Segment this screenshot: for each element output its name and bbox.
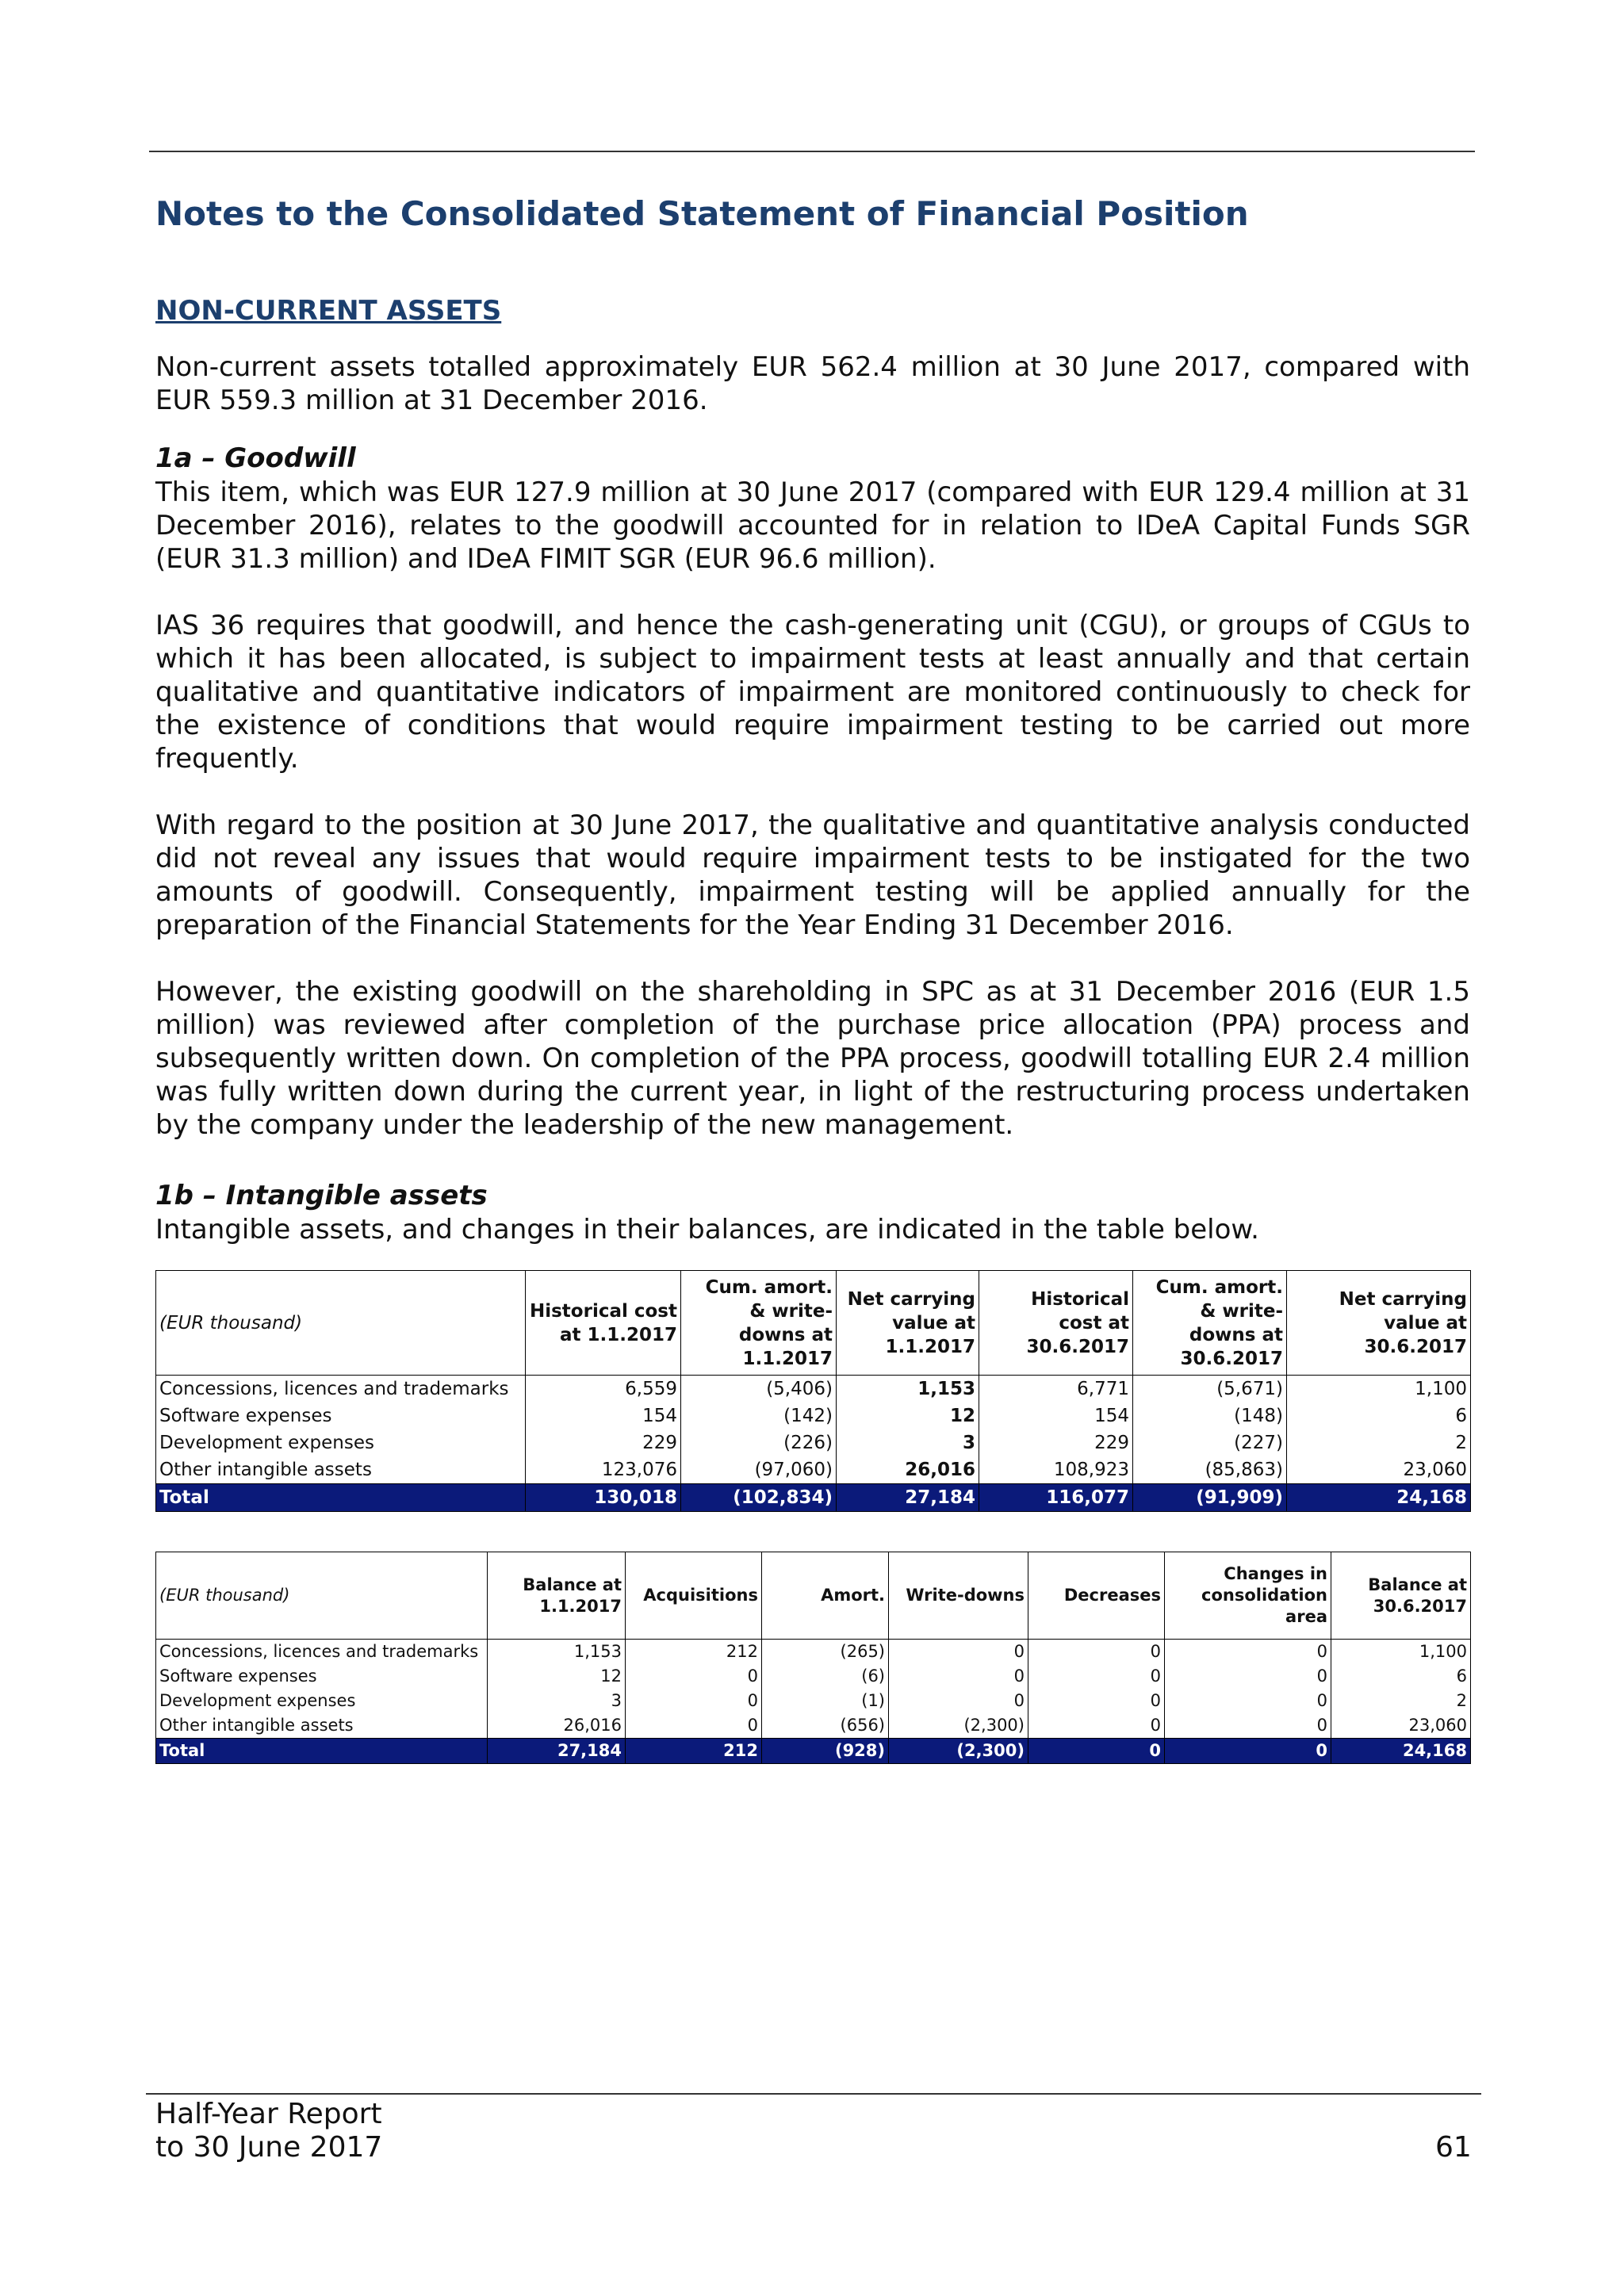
goodwill-heading: 1a – Goodwill <box>155 442 356 474</box>
table-cell: 0 <box>626 1713 762 1739</box>
goodwill-paragraph: However, the existing goodwill on the shareholding in SPC as at 31 December 2016 (EUR 1.5 million) was reviewed after completion of the purchase price allocation (PPA) process and subsequently written down. On completion of the PPA process, goodwill totalling EUR 2.4 million was fully written down during the current year, in light of the restructuring process undertaken by the company under the leadership of the new management. <box>155 976 1470 1141</box>
table-cell: 6,559 <box>526 1376 681 1403</box>
table-cell: 0 <box>1165 1713 1331 1739</box>
table-header: Historical cost at 30.6.2017 <box>979 1271 1133 1376</box>
total-cell: (928) <box>762 1739 889 1764</box>
table-total-row <box>156 1484 1471 1512</box>
table-cell: 0 <box>1028 1713 1165 1739</box>
table-cell: 3 <box>488 1689 626 1713</box>
table-cell: (85,863) <box>1133 1456 1287 1484</box>
table-header: Cum. amort. & write-downs at 1.1.2017 <box>681 1271 837 1376</box>
table-cell: 6 <box>1287 1402 1471 1429</box>
total-cell: 0 <box>1165 1739 1331 1764</box>
row-label: Software expenses <box>156 1664 488 1689</box>
table-cell: 108,923 <box>979 1456 1133 1484</box>
table-row <box>156 1376 1471 1403</box>
table-header: Balance at 1.1.2017 <box>488 1552 626 1640</box>
table-cell: 154 <box>526 1402 681 1429</box>
table-cell: (2,300) <box>889 1713 1028 1739</box>
row-label: Concessions, licences and trademarks <box>156 1376 526 1403</box>
table-cell: 212 <box>626 1640 762 1665</box>
table-cell: 0 <box>1165 1689 1331 1713</box>
table-header: Net carrying value at 30.6.2017 <box>1287 1271 1471 1376</box>
table-header: (EUR thousand) <box>156 1552 488 1640</box>
table-cell: 26,016 <box>837 1456 979 1484</box>
section-intro: Non-current assets totalled approximately EUR 562.4 million at 30 June 2017, compared with EUR 559.3 million at 31 December 2016. <box>155 351 1470 416</box>
table-row <box>156 1402 1471 1429</box>
page-number: 61 <box>1435 2131 1472 2164</box>
table-cell: (227) <box>1133 1429 1287 1456</box>
table-cell: 0 <box>1165 1664 1331 1689</box>
goodwill-paragraph: This item, which was EUR 127.9 million at 30 June 2017 (compared with EUR 129.4 million at 31 December 2016), relates to the goodwill accounted for in relation to IDeA Capital Funds SGR (EUR 31.3 million) and IDeA FIMIT SGR (EUR 96.6 million). <box>155 476 1470 575</box>
report-title: Half-Year Report <box>155 2098 382 2130</box>
table-cell: (1) <box>762 1689 889 1713</box>
table-cell: 0 <box>1028 1689 1165 1713</box>
table-cell: (5,406) <box>681 1376 837 1403</box>
bottom-divider <box>146 2093 1481 2095</box>
table-cell: (656) <box>762 1713 889 1739</box>
page-content <box>155 190 1470 1764</box>
table-cell: 12 <box>837 1402 979 1429</box>
goodwill-paragraph: IAS 36 requires that goodwill, and hence the cash-generating unit (CGU), or groups of CGUs to which it has been allocated, is subject to impairment tests at least annually and that certain qualitative and quantitative indicators of impairment are monitored continuously to check for the existence of conditions that would require impairment testing to be carried out more frequently. <box>155 610 1470 775</box>
table-cell: 0 <box>889 1640 1028 1665</box>
total-cell: 116,077 <box>979 1484 1133 1512</box>
total-cell: 0 <box>1028 1739 1165 1764</box>
table-cell: 23,060 <box>1287 1456 1471 1484</box>
intangible-assets-table <box>155 1270 1471 1512</box>
table-cell: 154 <box>979 1402 1133 1429</box>
table-cell: 229 <box>979 1429 1133 1456</box>
table-cell: (5,671) <box>1133 1376 1287 1403</box>
total-cell: 27,184 <box>837 1484 979 1512</box>
total-cell: (91,909) <box>1133 1484 1287 1512</box>
report-footer <box>155 2098 382 2164</box>
table-cell: (142) <box>681 1402 837 1429</box>
table-cell: (97,060) <box>681 1456 837 1484</box>
table-header: Decreases <box>1028 1552 1165 1640</box>
table-cell: 6 <box>1331 1664 1471 1689</box>
total-cell: 24,168 <box>1287 1484 1471 1512</box>
table-header: Write-downs <box>889 1552 1028 1640</box>
intangible-intro: Intangible assets, and changes in their balances, are indicated in the table below. <box>155 1214 1259 1246</box>
table-cell: 3 <box>837 1429 979 1456</box>
table-cell: (6) <box>762 1664 889 1689</box>
table-cell: 2 <box>1331 1689 1471 1713</box>
table-cell: 23,060 <box>1331 1713 1471 1739</box>
table-header: Changes in consolidation area <box>1165 1552 1331 1640</box>
table-header: Cum. amort. & write-downs at 30.6.2017 <box>1133 1271 1287 1376</box>
table-cell: 0 <box>889 1664 1028 1689</box>
table-cell: 123,076 <box>526 1456 681 1484</box>
intangible-changes-table <box>155 1552 1471 1764</box>
total-cell: 24,168 <box>1331 1739 1471 1764</box>
total-cell: 212 <box>626 1739 762 1764</box>
table-cell: 229 <box>526 1429 681 1456</box>
table-cell: 0 <box>1028 1640 1165 1665</box>
row-label: Development expenses <box>156 1429 526 1456</box>
table-header: Net carrying value at 1.1.2017 <box>837 1271 979 1376</box>
row-label: Other intangible assets <box>156 1713 488 1739</box>
table-cell: 2 <box>1287 1429 1471 1456</box>
table-cell: 6,771 <box>979 1376 1133 1403</box>
table-cell: 0 <box>626 1689 762 1713</box>
table-header: (EUR thousand) <box>156 1271 526 1376</box>
goodwill-paragraph: With regard to the position at 30 June 2017, the qualitative and quantitative analysis conducted did not reveal any issues that would require impairment tests to be instigated for the two amounts of goodwill. Consequently, impairment testing will be applied annually for the preparation of the Financial Statements for the Year Ending 31 December 2016. <box>155 809 1470 941</box>
table-total-row <box>156 1739 1471 1764</box>
table-cell: 1,153 <box>488 1640 626 1665</box>
table-cell: 0 <box>889 1689 1028 1713</box>
total-cell: 27,184 <box>488 1739 626 1764</box>
section-heading: NON-CURRENT ASSETS <box>155 295 502 327</box>
page-title: Notes to the Consolidated Statement of Financial Position <box>155 194 1249 233</box>
row-label: Concessions, licences and trademarks <box>156 1640 488 1665</box>
total-cell: 130,018 <box>526 1484 681 1512</box>
table-cell: 1,153 <box>837 1376 979 1403</box>
table-header: Acquisitions <box>626 1552 762 1640</box>
table-cell: 1,100 <box>1287 1376 1471 1403</box>
total-cell: (102,834) <box>681 1484 837 1512</box>
table-row <box>156 1640 1471 1665</box>
total-cell: (2,300) <box>889 1739 1028 1764</box>
table-row <box>156 1429 1471 1456</box>
table-cell: 26,016 <box>488 1713 626 1739</box>
table-header: Amort. <box>762 1552 889 1640</box>
table-row <box>156 1713 1471 1739</box>
table-header: Balance at 30.6.2017 <box>1331 1552 1471 1640</box>
table-cell: (226) <box>681 1429 837 1456</box>
row-label: Development expenses <box>156 1689 488 1713</box>
table-cell: 12 <box>488 1664 626 1689</box>
table-cell: 1,100 <box>1331 1640 1471 1665</box>
total-label: Total <box>156 1739 488 1764</box>
top-divider <box>149 151 1475 152</box>
table-cell: 0 <box>1165 1640 1331 1665</box>
table-row <box>156 1456 1471 1484</box>
table-row <box>156 1664 1471 1689</box>
table-cell: 0 <box>626 1664 762 1689</box>
total-label: Total <box>156 1484 526 1512</box>
report-period: to 30 June 2017 <box>155 2131 383 2164</box>
table-cell: (265) <box>762 1640 889 1665</box>
intangible-heading: 1b – Intangible assets <box>155 1180 488 1211</box>
table-row <box>156 1689 1471 1713</box>
row-label: Other intangible assets <box>156 1456 526 1484</box>
table-cell: (148) <box>1133 1402 1287 1429</box>
row-label: Software expenses <box>156 1402 526 1429</box>
table-cell: 0 <box>1028 1664 1165 1689</box>
table-header: Historical cost at 1.1.2017 <box>526 1271 681 1376</box>
